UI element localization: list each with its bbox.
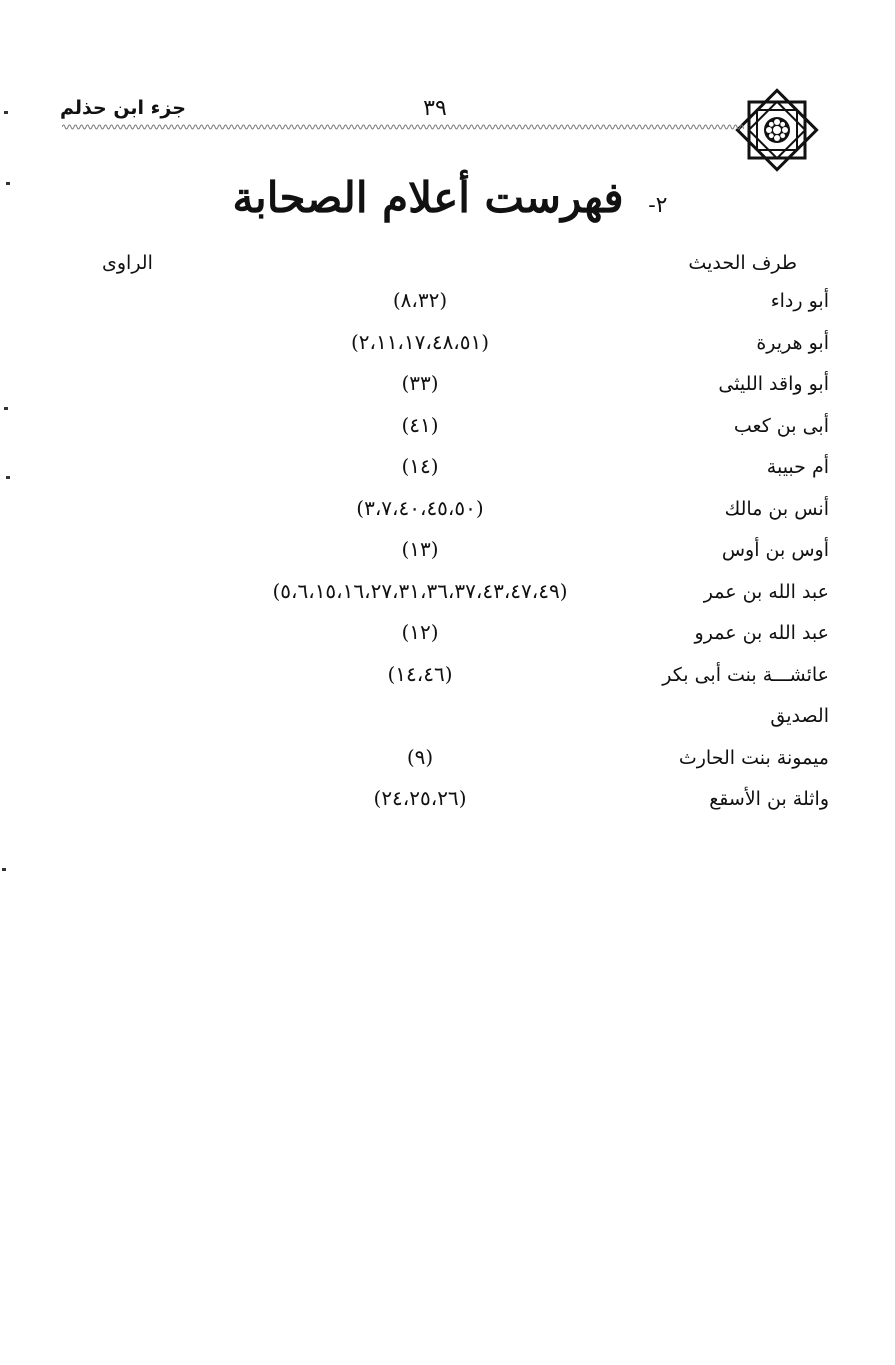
- hadith-references: (١٤): [401, 454, 439, 478]
- companion-name: ميمونة بنت الحارث: [678, 746, 829, 769]
- list-item: [0, 739, 895, 781]
- section-title-text: فهرست أعلام الصحابة: [232, 173, 624, 222]
- companion-name: عائشـــة بنت أبى بكر: [662, 663, 829, 686]
- hadith-references: (٣،٧،٤٠،٤٥،٥٠): [356, 495, 484, 520]
- list-item: [0, 780, 895, 822]
- hadith-references: (٤١): [401, 412, 439, 437]
- list-item: [0, 365, 895, 407]
- companion-name: الصديق: [770, 705, 829, 727]
- scan-mark: [6, 476, 10, 479]
- octagram-star-icon: [735, 88, 819, 172]
- companion-name: عبد الله بن عمرو: [694, 622, 829, 644]
- section-title: [200, 168, 700, 236]
- scan-mark: [4, 407, 8, 410]
- list-item: [0, 324, 895, 366]
- companions-index-list: [0, 282, 895, 822]
- companion-name: عبد الله بن عمر: [703, 580, 829, 603]
- list-item: [0, 531, 895, 573]
- scan-mark: [6, 182, 10, 185]
- companion-name: أبو رداء: [770, 290, 829, 312]
- companion-name: أبو واقد الليثى: [718, 373, 829, 395]
- list-item: [0, 490, 895, 532]
- hadith-references: (٢،١١،١٧،٤٨،٥١): [350, 329, 490, 354]
- companion-name: أبو هريرة: [756, 331, 829, 354]
- hadith-references: (١٣): [401, 537, 439, 561]
- hadith-references: (٩): [406, 744, 434, 769]
- list-item: [0, 614, 895, 656]
- companion-name: واثلة بن الأسقع: [709, 788, 829, 810]
- list-item: [0, 656, 895, 698]
- companion-name: أبى بن كعب: [733, 414, 829, 437]
- hadith-references: (٢٤،٢٥،٢٦): [373, 786, 467, 810]
- header-divider: [62, 121, 744, 133]
- list-item: [0, 448, 895, 490]
- hadith-references: (٥،٦،١٥،١٦،٢٧،٣١،٣٦،٣٧،٤٣،٤٧،٤٩): [272, 578, 568, 603]
- companion-name: أنس بن مالك: [724, 497, 829, 520]
- list-item: [0, 407, 895, 449]
- companion-name: أم حبيبة: [766, 456, 829, 478]
- page-number: ٣٩: [423, 96, 447, 121]
- scan-mark: [4, 111, 8, 114]
- list-item: [0, 282, 895, 324]
- scan-mark: [2, 868, 6, 871]
- hadith-references: (١٢): [401, 620, 439, 644]
- list-item: [0, 697, 895, 739]
- hadith-references: (١٤،٤٦): [387, 661, 453, 686]
- column-head-narrator: الراوى: [102, 252, 153, 274]
- book-title: جزء ابن حذلم: [60, 97, 186, 119]
- hadith-references: (٨،٣٢): [392, 288, 448, 312]
- companion-name: أوس بن أوس: [721, 539, 829, 561]
- section-number: ٢-: [648, 193, 668, 218]
- list-item: [0, 573, 895, 615]
- column-head-hadith-start: طرف الحديث: [688, 252, 797, 274]
- hadith-references: (٣٣): [401, 371, 439, 395]
